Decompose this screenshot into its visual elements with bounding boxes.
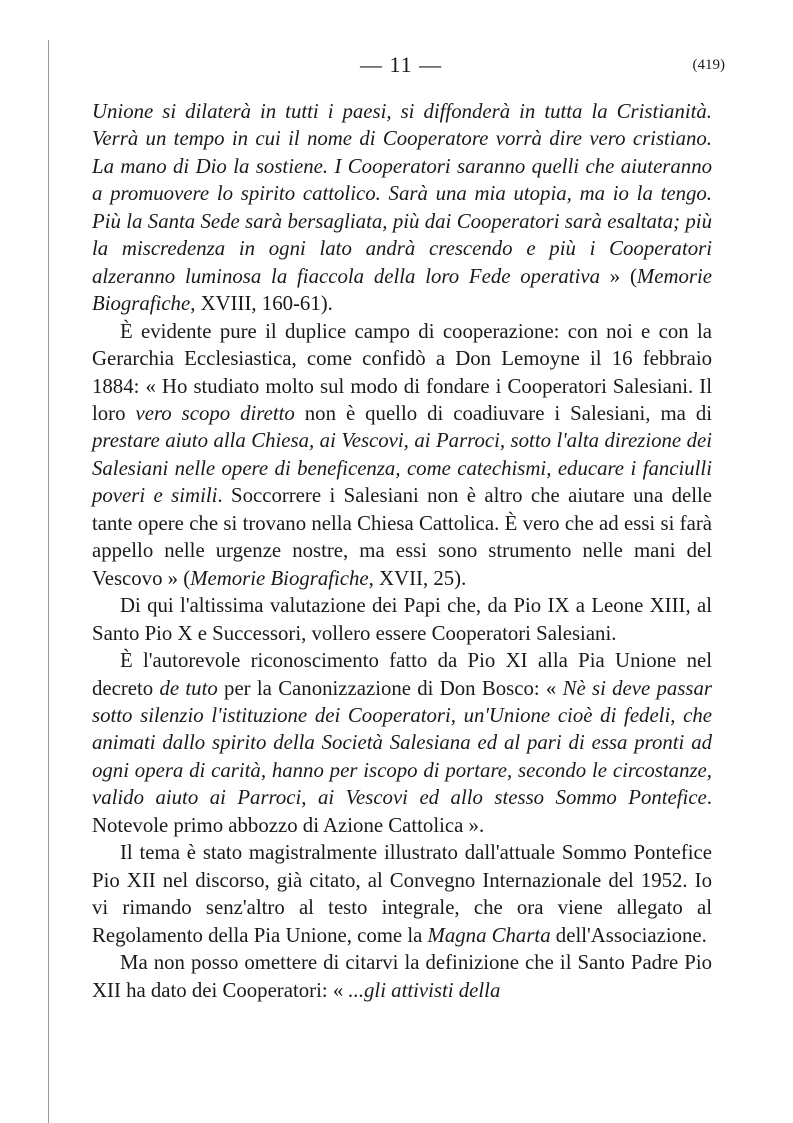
text-run: per la Canonizzazione di Don Bosco: «	[217, 676, 563, 700]
text-run: , XVII, 25).	[368, 566, 467, 590]
paragraph	[92, 98, 712, 318]
italic-text-run: vero scopo diretto	[135, 401, 295, 425]
body-text	[92, 98, 712, 1004]
text-run: Ma non posso omettere di citarvi la definizione che il Santo Padre Pio XII ha dato dei Cooperatori: «	[92, 951, 712, 1002]
text-run: . Soccorrere i Salesiani non è altro che aiutare una delle tante opere che si trovano nella Chiesa Cattolica. È vero che ad essi si farà appello nelle urgenze nostre, ma essi sono strumento nelle mani del Vescovo » (	[92, 484, 713, 590]
text-run: È evidente pure il duplice campo di cooperazione: con noi e con la Gerarchia Ecclesiastica, come confidò a Don Lemoyne il 16 febbraio 1884: « Ho studiato molto sul modo di fondare i Cooperatori Salesiani. Il loro	[92, 319, 712, 425]
text-run: dell'Associazione.	[550, 923, 707, 947]
page-number: — 11 —	[360, 52, 443, 77]
paragraph	[92, 647, 712, 839]
italic-text-run: prestare aiuto alla Chiesa, ai Vescovi, ai Parroci, sotto l'alta direzione dei Salesiani nelle opere di beneficenza, come catechismi, educare i fanciulli poveri e simili	[92, 429, 712, 508]
paragraph	[92, 949, 712, 1004]
page-header	[0, 52, 793, 82]
text-run: . Notevole primo abbozzo di Azione Cattolica ».	[92, 786, 712, 837]
binding-margin-line	[48, 40, 49, 1123]
italic-text-run: ...gli attivisti della	[348, 978, 501, 1002]
italic-text-run: Nè si deve passar sotto silenzio l'istituzione dei Cooperatori, un'Unione cioè di fedeli, che animati dallo spirito della Società Salesiana ed al pari di essa pronti ad ogni opera di carità, hanno per iscopo di portare, secondo le circostanze, valido aiuto ai Parroci, ai Vescovi ed allo stesso Sommo Pontefice	[92, 676, 712, 810]
italic-text-run: de tuto	[159, 676, 218, 700]
italic-text-run: Memorie Biografiche	[92, 264, 712, 316]
paragraph	[92, 839, 712, 949]
text-run: Di qui l'altissima valutazione dei Papi che, da Pio IX a Leone XIII, al Santo Pio X e Successori, vollero essere Cooperatori Salesiani.	[92, 594, 712, 645]
text-run: È l'autorevole riconoscimento fatto da Pio XI alla Pia Unione nel decreto	[92, 649, 712, 700]
page-reference: (419)	[692, 57, 725, 73]
paragraph	[92, 318, 712, 593]
text-run: , XVIII, 160-61).	[190, 292, 333, 316]
italic-text-run: Memorie Biografiche	[190, 566, 369, 590]
paragraph	[92, 592, 712, 647]
text-run: non è quello di coadiuvare i Salesiani, ma di	[294, 401, 712, 425]
italic-text-run: Magna Charta	[427, 923, 551, 947]
text-run: » (	[599, 264, 637, 288]
text-run: Il tema è stato magistralmente illustrato dall'attuale Sommo Pontefice Pio XII nel discorso, già citato, al Convegno Internazionale del 1952. Io vi rimando senz'altro al testo integrale, che ora viene allegato al Regolamento della Pia Unione, come la	[92, 841, 712, 947]
italic-text-run: Unione si dilaterà in tutti i paesi, si diffonderà in tutta la Cristianità. Verrà un tempo in cui il nome di Cooperatore vorrà dire vero cristiano. La mano di Dio la sostiene. I Cooperatori saranno quelli che aiuteranno a promuovere lo spirito cattolico. Sarà una mia utopia, ma io la tengo. Più la Santa Sede sarà bersagliata, più dai Cooperatori sarà esaltata; più la miscredenza in ogni lato andrà crescendo e più i Cooperatori alzeranno luminosa la fiaccola della loro Fede operativa	[92, 100, 712, 288]
